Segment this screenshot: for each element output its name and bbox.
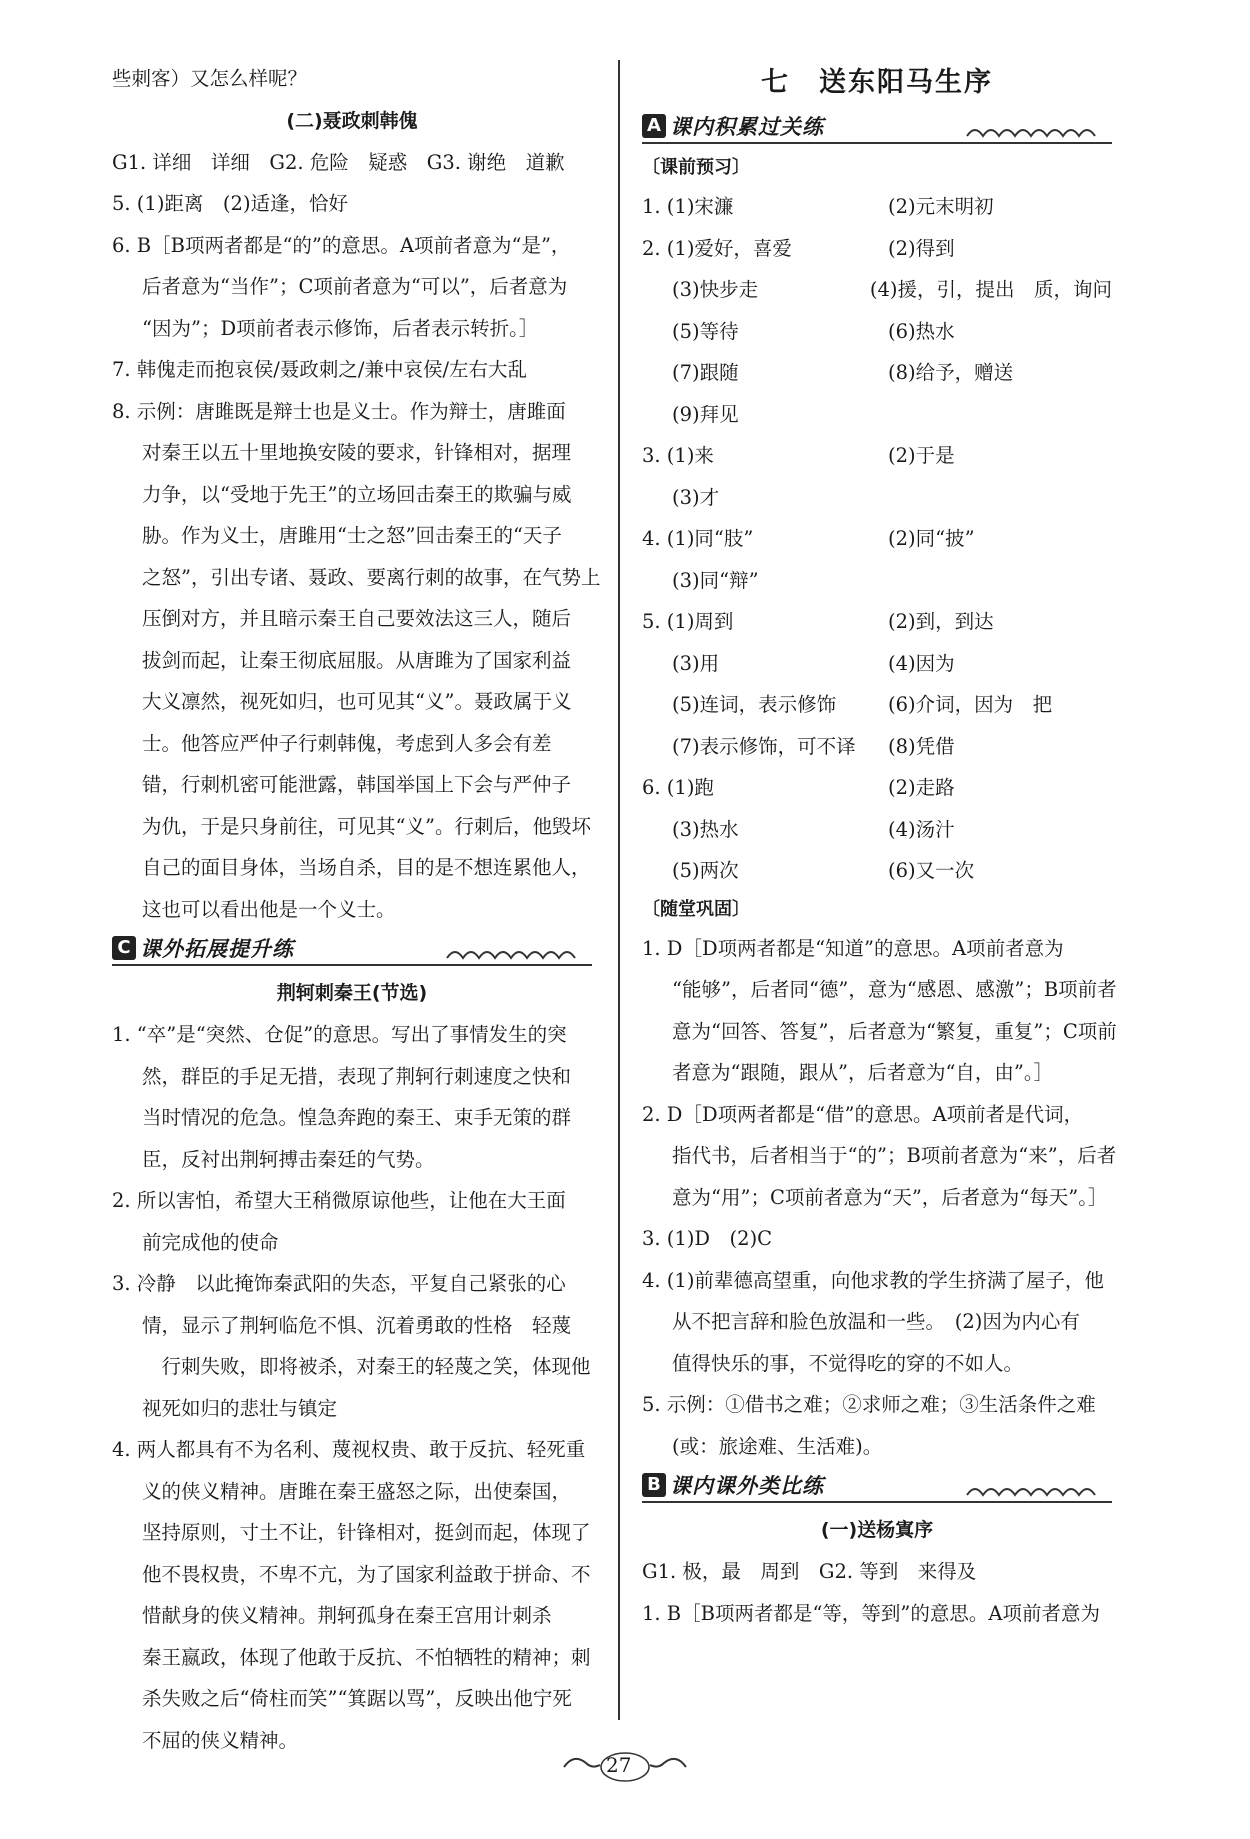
- left-column: [112, 58, 601, 1761]
- text-line: 义的侠义精神。唐雎在秦王盛怒之际，出使秦国，: [142, 1479, 572, 1503]
- text-line: 值得快乐的事，不觉得吃的穿的不如人。: [672, 1351, 1024, 1375]
- text-line: 不屈的侠义精神。: [142, 1728, 299, 1752]
- text-line: 秦王嬴政，体现了他敢于反抗、不怕牺牲的精神；刺: [142, 1645, 591, 1669]
- answer-p2: [642, 394, 1112, 436]
- text-cell: 3. (1)来: [642, 444, 714, 467]
- text-line: 8. 示例：唐雎既是辩士也是义士。作为辩士，唐雎面: [112, 399, 566, 423]
- text-line: 2. D［D项两者都是“借”的意思。A项前者是代词，: [642, 1102, 1084, 1126]
- text-line: 之怒”，引出专诸、聂政、要离行刺的故事，在气势上: [142, 565, 601, 589]
- text-line: 情，显示了荆轲临危不惧、沉着勇敢的性格 轻蔑: [142, 1313, 572, 1337]
- text-cell: (5)等待: [672, 319, 739, 343]
- answer-6: [112, 225, 592, 350]
- text-line: 为仇，于是只身前往，可见其“义”。行刺后，他毁坏: [142, 814, 591, 838]
- text-line: 些刺客）又怎么样呢？: [112, 67, 308, 90]
- text-cell: (2)元末明初: [888, 195, 994, 218]
- text-line: 胁。作为义士，唐雎用“士之怒”回击秦王的“天子: [142, 524, 562, 547]
- text-line: 坚持原则，寸土不让，针锋相对，挺剑而起，体现了: [142, 1521, 591, 1544]
- text-line: 2. 所以害怕，希望大王稍微原谅他些，让他在大王面: [112, 1189, 566, 1212]
- text-line: 从不把言辞和脸色放温和一些。 (2)因为内心有: [672, 1310, 1080, 1333]
- text-line: 行刺失败，即将被杀，对秦王的轻蔑之笑，体现他: [142, 1355, 591, 1378]
- answer-c4: [112, 1429, 592, 1761]
- text-line: 然，群臣的手足无措，表现了荆轲行刺速度之快和: [142, 1064, 572, 1088]
- answer-p6: [642, 850, 1112, 892]
- text-line: 臣，反衬出荆轲搏击秦廷的气势。: [142, 1147, 435, 1171]
- section-subtitle: (一)送杨寘序: [820, 1519, 934, 1541]
- answer-s1: [642, 928, 1117, 1094]
- text-cell: (3)热水: [672, 817, 739, 841]
- subsection-label: 〔随堂巩固〕: [642, 898, 750, 920]
- answer-b1: 1. B［B项两者都是“等，等到”的意思。A项前者意为: [642, 1601, 1100, 1625]
- answer-s3: 3. (1)D (2)C: [642, 1227, 773, 1250]
- text-cell: (4)汤汁: [888, 817, 955, 841]
- text-cell: (7)跟随: [672, 361, 739, 384]
- text-cell: (8)给予，赠送: [888, 361, 1014, 384]
- text-cell: 6. (1)跑: [642, 776, 714, 799]
- text-cell: (3)用: [672, 651, 720, 675]
- answer-p4: [642, 518, 1112, 560]
- text-cell: (3)才: [672, 485, 720, 509]
- answer-p6: [642, 767, 1112, 809]
- answer-p2: [642, 228, 1112, 270]
- cloud-ornament-icon: [442, 942, 592, 962]
- text-line: 错，行刺机密可能泄露，韩国举国上下会与严仲子: [142, 773, 572, 796]
- section-band-b: [642, 1469, 1112, 1505]
- answer-p2: [642, 269, 1112, 311]
- text-line: 4. (1)前辈德高望重，向他求教的学生挤满了屋子，他: [642, 1268, 1104, 1292]
- text-cell: 2. (1)爱好，喜爱: [642, 236, 792, 260]
- text-line: G1. 极，最 周到 G2. 等到 来得及: [642, 1560, 977, 1583]
- text-line: 士。他答应严仲子行刺韩傀，考虑到人多会有差: [142, 731, 552, 755]
- text-line: 拔剑而起，让秦王彻底屈服。从唐雎为了国家利益: [142, 648, 572, 672]
- section-band-a: [642, 110, 1112, 146]
- text-cell: 1. (1)宋濂: [642, 195, 734, 218]
- text-cell: (7)表示修饰，可不译: [672, 734, 856, 758]
- text-line: 这也可以看出他是一个义士。: [142, 897, 396, 921]
- answer-p6: [642, 809, 1112, 851]
- answer-p3: [642, 477, 1112, 519]
- text-line: “能够”，后者同“德”，意为“感恩、感激”；B项前者: [672, 978, 1117, 1001]
- section-rule: [112, 964, 592, 966]
- text-cell: (6)又一次: [888, 859, 975, 882]
- text-cell: (3)同“辩”: [672, 568, 759, 592]
- text-line: 他不畏权贵，不卑不亢，为了国家利益敢于拼命、不: [142, 1562, 591, 1586]
- text-line: 1. D［D项两者都是“知道”的意思。A项前者意为: [642, 936, 1064, 960]
- section-subtitle: 荆轲刺秦王(节选): [276, 982, 428, 1004]
- text-cell: (2)于是: [888, 444, 955, 467]
- text-line: 后者意为“当作”；C项前者意为“可以”，后者意为: [142, 275, 568, 298]
- section-badge: B: [642, 1473, 666, 1497]
- text-cell: (4)援，引，提出 质，询问: [869, 278, 1112, 301]
- text-line: 5. 示例：①借书之难；②求师之难；③生活条件之难: [642, 1393, 1096, 1416]
- text-cell: 4. (1)同“肢”: [642, 527, 754, 550]
- text-cell: 5. (1)周到: [642, 610, 734, 633]
- text-line: 前完成他的使命: [142, 1230, 279, 1254]
- section-title: 课内课外类比练: [670, 1474, 824, 1498]
- text-line: 杀失败之后“倚柱而笑”“箕踞以骂”，反映出他宁死: [142, 1687, 572, 1710]
- chapter-title: 七 送东阳马生序: [761, 67, 993, 98]
- answer-p5: [642, 684, 1112, 726]
- text-line: 指代书，后者相当于“的”；B项前者意为“来”，后者: [672, 1144, 1117, 1167]
- answer-p5: [642, 643, 1112, 685]
- cloud-ornament-icon: [962, 120, 1112, 140]
- text-line: 自己的面目身体，当场自杀，目的是不想连累他人，: [142, 856, 591, 879]
- section-rule: [642, 142, 1112, 144]
- section-rule: [642, 1501, 1112, 1503]
- text-line: 惜献身的侠义精神。荆轲孤身在秦王宫用计刺杀: [142, 1604, 552, 1627]
- text-cell: (8)凭借: [888, 734, 955, 758]
- answer-p5: [642, 726, 1112, 768]
- answer-5: 5. (1)距离 (2)适逢，恰好: [112, 192, 349, 215]
- cloud-ornament-icon: [962, 1479, 1112, 1499]
- text-line: 1. “卒”是“突然、仓促”的意思。写出了事情发生的突: [112, 1023, 567, 1046]
- text-cell: (2)得到: [888, 236, 955, 260]
- answer-p1: [642, 186, 1112, 228]
- text-cell: (9)拜见: [672, 402, 739, 426]
- text-line: 意为“回答、答复”，后者意为“繁复，重复”；C项前: [672, 1019, 1117, 1043]
- text-cell: (5)两次: [672, 859, 739, 882]
- section-subtitle: (二)聂政刺韩傀: [286, 109, 418, 132]
- text-cell: (3)快步走: [672, 278, 759, 301]
- text-cell: (5)连词，表示修饰: [672, 693, 837, 716]
- text-line: 者意为“跟随，跟从”，后者意为“自，由”。］: [672, 1061, 1054, 1084]
- section-title: 课内积累过关练: [670, 115, 824, 139]
- text-line: 大义凛然，视死如归，也可见其“义”。聂政属于义: [142, 690, 572, 713]
- answer-s2: [642, 1094, 1117, 1219]
- answer-8: [112, 391, 601, 931]
- answer-7: 7. 韩傀走而抱哀侯/聂政刺之/兼中哀侯/左右大乱: [112, 358, 528, 381]
- text-line: 4. 两人都具有不为名利、蔑视权贵、敢于反抗、轻死重: [112, 1438, 586, 1461]
- answer-c3: [112, 1263, 592, 1429]
- text-cell: (2)走路: [888, 776, 955, 799]
- answer-p3: [642, 435, 1112, 477]
- section-title: 课外拓展提升练: [140, 937, 294, 961]
- text-line: 力争，以“受地于先王”的立场回击秦王的欺骗与威: [142, 482, 572, 506]
- text-line: 对秦王以五十里地换安陵的要求，针锋相对，据理: [142, 441, 572, 464]
- text-cell: (2)到，到达: [888, 610, 994, 633]
- section-badge: C: [112, 936, 136, 960]
- text-line: 压倒对方，并且暗示秦王自己要效法这三人，随后: [142, 607, 572, 630]
- answer-s4: [642, 1260, 1112, 1385]
- section-band-c: [112, 932, 592, 968]
- right-column: [642, 58, 1117, 1634]
- answer-p2: [642, 311, 1112, 353]
- column-divider: [618, 60, 620, 1720]
- answer-p2: [642, 352, 1112, 394]
- text-line: 当时情况的危急。惶急奔跑的秦王、束手无策的群: [142, 1106, 572, 1129]
- text-cell: (6)热水: [888, 319, 955, 343]
- page-number: 27: [606, 1753, 632, 1777]
- answer-p5: [642, 601, 1112, 643]
- answer-s5: [642, 1384, 1112, 1467]
- text-cell: (2)同“披”: [888, 527, 975, 550]
- section-badge: A: [642, 114, 666, 138]
- text-line: “因为”；D项前者表示修饰，后者表示转折。］: [142, 316, 539, 340]
- text-line: (或：旅途难、生活难)。: [672, 1434, 883, 1458]
- text-line: 3. 冷静 以此掩饰秦武阳的失态，平复自己紧张的心: [112, 1272, 566, 1295]
- text-line: 意为“用”；C项前者意为“天”，后者意为“每天”。］: [672, 1185, 1108, 1209]
- text-cell: (6)介词，因为 把: [888, 693, 1053, 716]
- subsection-label: 〔课前预习〕: [642, 157, 750, 178]
- text-line: G1. 详细 详细 G2. 危险 疑惑 G3. 谢绝 道歉: [112, 150, 565, 174]
- text-line: 视死如归的悲壮与镇定: [142, 1396, 338, 1420]
- answer-c2: [112, 1180, 592, 1263]
- answer-p4: [642, 560, 1112, 602]
- answer-c1: [112, 1014, 592, 1180]
- text-cell: (4)因为: [888, 651, 955, 675]
- text-line: 6. B［B项两者都是“的”的意思。A项前者意为“是”，: [112, 233, 571, 257]
- page-footer: [560, 1747, 690, 1787]
